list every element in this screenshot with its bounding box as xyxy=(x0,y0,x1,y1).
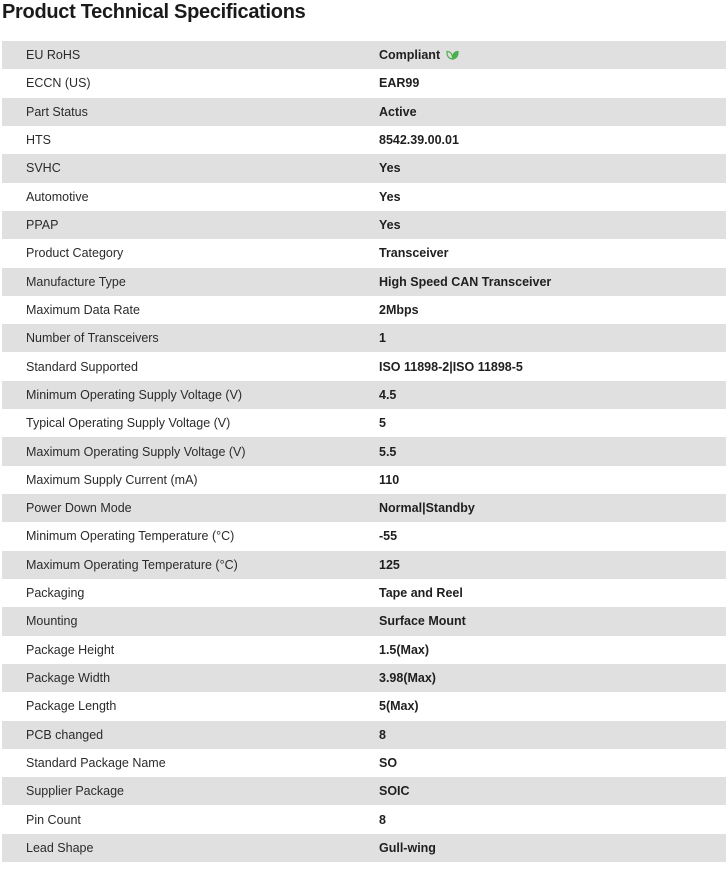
leaf-icon xyxy=(446,49,459,60)
spec-value-cell xyxy=(379,41,726,69)
spec-table xyxy=(2,41,726,862)
spec-value: 1 xyxy=(379,331,386,346)
spec-value: 5 xyxy=(379,416,386,431)
spec-row xyxy=(2,183,726,211)
spec-value: SO xyxy=(379,755,398,770)
spec-label: Maximum Data Rate xyxy=(2,296,379,324)
spec-value-cell xyxy=(379,777,726,805)
spec-value-cell xyxy=(379,352,726,380)
spec-value-cell xyxy=(379,381,726,409)
spec-row xyxy=(2,551,726,579)
spec-value: 125 xyxy=(379,557,400,572)
spec-label: Maximum Operating Supply Voltage (V) xyxy=(2,437,379,465)
spec-row xyxy=(2,324,726,352)
spec-value-cell xyxy=(379,69,726,97)
spec-label: Lead Shape xyxy=(2,834,379,862)
spec-value-cell xyxy=(379,664,726,692)
spec-value-cell xyxy=(379,721,726,749)
spec-value: 8 xyxy=(379,727,386,742)
spec-value: Yes xyxy=(379,189,401,204)
spec-label: Power Down Mode xyxy=(2,494,379,522)
spec-value-cell xyxy=(379,692,726,720)
spec-label: Standard Package Name xyxy=(2,749,379,777)
spec-label: Typical Operating Supply Voltage (V) xyxy=(2,409,379,437)
spec-label: Maximum Supply Current (mA) xyxy=(2,466,379,494)
spec-row xyxy=(2,834,726,862)
spec-row xyxy=(2,579,726,607)
spec-label: Package Height xyxy=(2,636,379,664)
spec-value: Yes xyxy=(379,161,401,176)
spec-value-cell xyxy=(379,466,726,494)
spec-row xyxy=(2,777,726,805)
spec-value-cell xyxy=(379,607,726,635)
spec-value: SOIC xyxy=(379,784,410,799)
spec-value: 3.98(Max) xyxy=(379,671,436,686)
spec-value: -55 xyxy=(379,529,398,544)
spec-label: Part Status xyxy=(2,98,379,126)
spec-label: Mounting xyxy=(2,607,379,635)
spec-value: High Speed CAN Transceiver xyxy=(379,274,552,289)
spec-value-cell xyxy=(379,749,726,777)
spec-value-cell xyxy=(379,239,726,267)
spec-row xyxy=(2,664,726,692)
spec-value: 5.5 xyxy=(379,444,397,459)
spec-value: 1.5(Max) xyxy=(379,642,430,657)
spec-row xyxy=(2,466,726,494)
spec-row xyxy=(2,352,726,380)
spec-value: Tape and Reel xyxy=(379,586,463,601)
spec-label: PCB changed xyxy=(2,721,379,749)
spec-value-cell xyxy=(379,154,726,182)
spec-row xyxy=(2,692,726,720)
spec-value-cell xyxy=(379,409,726,437)
spec-value: Surface Mount xyxy=(379,614,466,629)
spec-row xyxy=(2,636,726,664)
spec-row xyxy=(2,268,726,296)
spec-row xyxy=(2,211,726,239)
spec-value-cell xyxy=(379,522,726,550)
spec-row xyxy=(2,749,726,777)
spec-label: Supplier Package xyxy=(2,777,379,805)
spec-label: Maximum Operating Temperature (°C) xyxy=(2,551,379,579)
spec-value: Gull-wing xyxy=(379,840,436,855)
spec-value-cell xyxy=(379,805,726,833)
spec-value: 8542.39.00.01 xyxy=(379,133,459,148)
spec-row xyxy=(2,126,726,154)
spec-value-cell xyxy=(379,494,726,522)
spec-value: Compliant xyxy=(379,48,441,63)
spec-row xyxy=(2,41,726,69)
spec-label: ECCN (US) xyxy=(2,69,379,97)
spec-value-cell xyxy=(379,126,726,154)
spec-value-cell xyxy=(379,183,726,211)
spec-value-cell xyxy=(379,98,726,126)
spec-value-cell xyxy=(379,551,726,579)
spec-row xyxy=(2,721,726,749)
page-title: Product Technical Specifications xyxy=(2,1,306,23)
spec-label: Product Category xyxy=(2,239,379,267)
spec-label: SVHC xyxy=(2,154,379,182)
spec-value: Active xyxy=(379,104,417,119)
spec-row xyxy=(2,98,726,126)
spec-value-cell xyxy=(379,636,726,664)
spec-row xyxy=(2,381,726,409)
spec-label: Number of Transceivers xyxy=(2,324,379,352)
spec-row xyxy=(2,607,726,635)
spec-label: Minimum Operating Supply Voltage (V) xyxy=(2,381,379,409)
spec-label: HTS xyxy=(2,126,379,154)
spec-value: 110 xyxy=(379,472,400,487)
spec-value: 2Mbps xyxy=(379,302,419,317)
spec-row xyxy=(2,494,726,522)
spec-value: Transceiver xyxy=(379,246,449,261)
spec-value: 8 xyxy=(379,812,386,827)
spec-value: EAR99 xyxy=(379,76,420,91)
spec-label: PPAP xyxy=(2,211,379,239)
spec-label: Package Width xyxy=(2,664,379,692)
spec-value: Normal|Standby xyxy=(379,501,475,516)
spec-label: Pin Count xyxy=(2,805,379,833)
spec-value-cell xyxy=(379,437,726,465)
spec-row xyxy=(2,805,726,833)
spec-value-cell xyxy=(379,296,726,324)
spec-row xyxy=(2,409,726,437)
spec-value: Yes xyxy=(379,218,401,233)
spec-label: Manufacture Type xyxy=(2,268,379,296)
spec-value-cell xyxy=(379,324,726,352)
spec-label: Package Length xyxy=(2,692,379,720)
spec-value: ISO 11898-2|ISO 11898-5 xyxy=(379,359,523,374)
spec-row xyxy=(2,437,726,465)
spec-label: Automotive xyxy=(2,183,379,211)
spec-value-cell xyxy=(379,834,726,862)
spec-label: Standard Supported xyxy=(2,352,379,380)
spec-row xyxy=(2,69,726,97)
spec-row xyxy=(2,296,726,324)
spec-value-cell xyxy=(379,579,726,607)
spec-row xyxy=(2,239,726,267)
spec-row xyxy=(2,154,726,182)
spec-row xyxy=(2,522,726,550)
spec-value: 5(Max) xyxy=(379,699,419,714)
spec-value-cell xyxy=(379,211,726,239)
spec-table-body xyxy=(2,41,726,862)
spec-label: Packaging xyxy=(2,579,379,607)
spec-value: 4.5 xyxy=(379,387,397,402)
spec-value-cell xyxy=(379,268,726,296)
spec-label: Minimum Operating Temperature (°C) xyxy=(2,522,379,550)
spec-label: EU RoHS xyxy=(2,41,379,69)
